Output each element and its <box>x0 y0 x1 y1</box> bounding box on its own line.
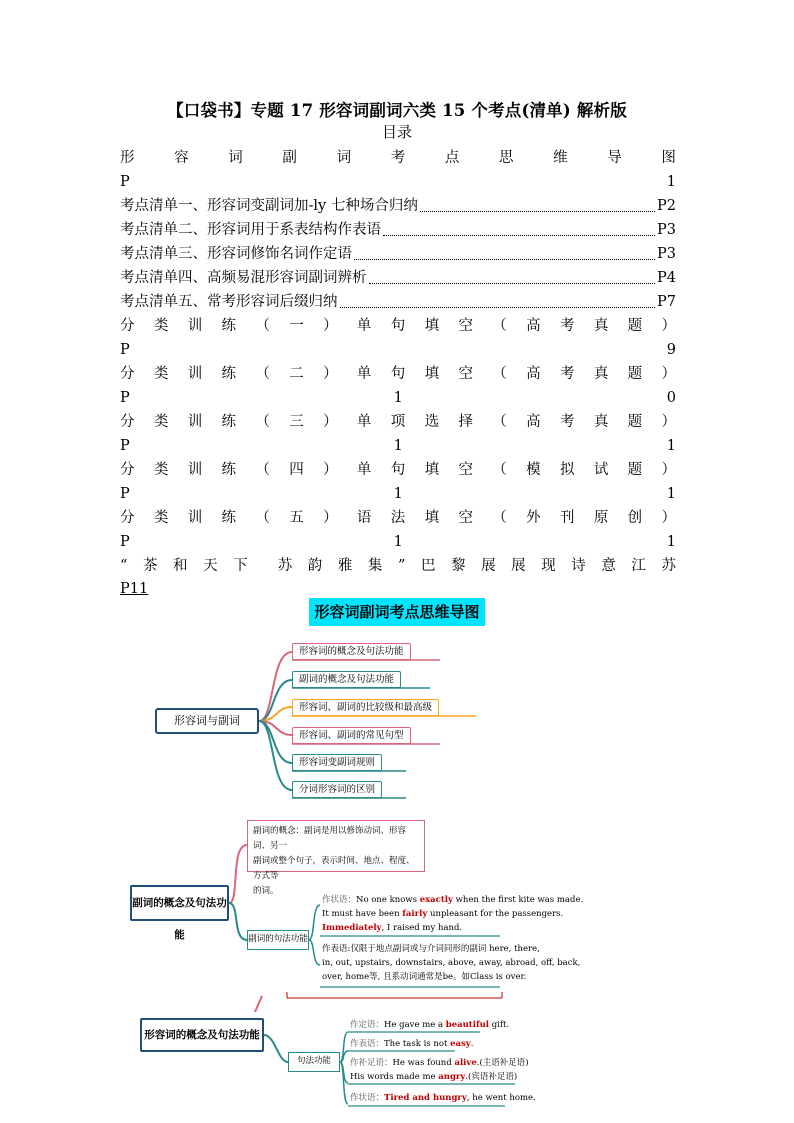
toc-char: 空 <box>458 510 473 526</box>
adjective-attributive-example: 作定语：He gave me a beautiful gift. <box>350 1020 510 1030</box>
toc-char: 句 <box>390 462 406 478</box>
toc-item[interactable] <box>120 218 676 242</box>
toc-char: 刊 <box>559 510 575 526</box>
toc-char: 填 <box>424 510 440 526</box>
toc-row-mindmap[interactable] <box>120 146 676 170</box>
adverb-root-node[interactable]: 副词的概念及句法功能 <box>130 885 229 921</box>
toc-char: 句 <box>390 366 406 382</box>
leaf-comparison[interactable]: 形容词、副词的比较级和最高级 <box>292 699 439 716</box>
toc-char: 二 <box>289 366 304 382</box>
toc-char: 分 <box>120 510 135 526</box>
toc-char: 现 <box>541 558 556 574</box>
toc-char: 训 <box>187 462 203 478</box>
toc-char: ） <box>323 510 338 526</box>
toc-char: 词 <box>336 150 352 166</box>
toc-page-digit: 1 <box>393 438 403 454</box>
toc-char: 创 <box>627 510 643 526</box>
toc-char: 题 <box>627 414 643 430</box>
toc-char: 训 <box>187 366 203 382</box>
toc-char: 填 <box>424 462 440 478</box>
adverb-func-node[interactable]: 副词的句法功能 <box>247 930 309 950</box>
toc-char: 题 <box>627 318 643 334</box>
toc-char: （ <box>492 462 507 478</box>
toc-row-train5-page <box>120 530 676 554</box>
toc-char: 点 <box>444 150 460 166</box>
toc-char: 单 <box>356 318 372 334</box>
toc-page-prefix: P <box>120 390 130 406</box>
toc-char: 考 <box>559 318 575 334</box>
concept-line: 的词。 <box>253 886 279 896</box>
toc-row-train1[interactable] <box>120 314 676 338</box>
toc-char: 天 <box>203 558 218 574</box>
toc-char: 高 <box>526 318 541 334</box>
toc-char: 苏 <box>661 558 676 574</box>
table-of-contents <box>120 146 676 600</box>
toc-char: （ <box>255 462 270 478</box>
toc-row-train4[interactable] <box>120 458 676 482</box>
toc-char: 考 <box>559 366 575 382</box>
toc-char: ） <box>661 462 676 478</box>
toc-char: （ <box>255 366 270 382</box>
toc-char: 茶 <box>142 558 158 574</box>
toc-char: 类 <box>153 462 169 478</box>
toc-char: 单 <box>356 414 372 430</box>
toc-char: 空 <box>458 462 473 478</box>
toc-char: 项 <box>390 414 406 430</box>
toc-char: 展 <box>481 558 496 574</box>
toc-char: 拟 <box>559 462 575 478</box>
toc-char: （ <box>255 414 270 430</box>
toc-item-page: P3 <box>657 246 676 262</box>
adverb-predicative-line: over, home等, 且系动词通常是be。如Class is over. <box>322 972 527 982</box>
toc-char: 雅 <box>337 558 353 574</box>
toc-char: 词 <box>228 150 243 166</box>
toc-char: 句 <box>390 318 406 334</box>
toc-char: 真 <box>593 366 609 382</box>
toc-char: 副 <box>282 150 297 166</box>
toc-char: 填 <box>424 366 440 382</box>
toc-leader-dots <box>420 211 655 212</box>
toc-heading: 目录 <box>381 123 412 141</box>
toc-char: 填 <box>424 318 440 334</box>
toc-char: 题 <box>627 366 643 382</box>
toc-char: 择 <box>458 414 473 430</box>
concept-line: 副词或整个句子，表示时间、地点、程度、方式等 <box>253 856 415 881</box>
toc-page-number: 1 <box>666 174 676 190</box>
toc-item[interactable] <box>120 194 676 218</box>
toc-char: 考 <box>559 414 575 430</box>
toc-char: 黎 <box>451 558 466 574</box>
toc-char: 四 <box>289 462 304 478</box>
toc-char: 类 <box>153 318 169 334</box>
toc-char: 模 <box>526 462 541 478</box>
toc-char: 题 <box>627 462 643 478</box>
adverb-predicative-line: 作表语:仅限于地点副词或与介词同形的副词 here, there, <box>322 944 540 954</box>
toc-page-digit: 1 <box>393 534 403 550</box>
toc-page-digit: 1 <box>666 438 676 454</box>
toc-char: 练 <box>221 510 237 526</box>
toc-char: 容 <box>174 150 189 166</box>
toc-char: （ <box>492 366 507 382</box>
toc-char: ） <box>661 366 676 382</box>
toc-char: 练 <box>221 462 237 478</box>
leaf-adv-concept[interactable]: 副词的概念及句法功能 <box>292 671 401 688</box>
toc-row-culture[interactable] <box>120 554 676 578</box>
toc-char: ） <box>323 414 338 430</box>
adverb-predicative-line: in, out, upstairs, downstairs, above, away, abroad, off, back, <box>322 958 581 968</box>
toc-row-train2[interactable] <box>120 362 676 386</box>
toc-page-digit: 0 <box>666 390 676 406</box>
toc-char: 分 <box>120 318 135 334</box>
toc-char: （ <box>492 414 507 430</box>
toc-char: 原 <box>593 510 609 526</box>
toc-char: 单 <box>356 366 372 382</box>
toc-row-train5[interactable] <box>120 506 676 530</box>
toc-page-digit: 1 <box>393 390 403 406</box>
toc-leader-dots <box>354 259 655 260</box>
toc-char: 类 <box>153 366 169 382</box>
adjective-adverbial-example: 作状语：Tired and hungry, he went home. <box>350 1093 536 1103</box>
leaf-sentence-patterns[interactable]: 形容词、副词的常见句型 <box>292 727 411 744</box>
toc-char: 训 <box>187 414 203 430</box>
toc-page-digit: 1 <box>666 486 676 502</box>
toc-char: 练 <box>221 414 237 430</box>
toc-item-page: P3 <box>657 222 676 238</box>
toc-item-label: 考点清单三、形容词修饰名词作定语 <box>120 246 352 262</box>
toc-char: 巴 <box>420 558 436 574</box>
toc-item-label: 考点清单四、高频易混形容词副词辨析 <box>120 270 367 286</box>
toc-leader-dots <box>340 307 656 308</box>
leaf-participle-adj[interactable]: 分词形容词的区别 <box>292 781 382 798</box>
toc-row-train2-page <box>120 386 676 410</box>
toc-char: ） <box>661 510 676 526</box>
toc-row-train1-page <box>120 338 676 362</box>
adjective-complement-example-1: 作补足语：He was found alive.(主语补足语) <box>350 1058 529 1068</box>
toc-char: 类 <box>153 414 169 430</box>
adjective-predicative-example: 作表语：The task is not easy. <box>350 1039 474 1049</box>
toc-char: 选 <box>424 414 440 430</box>
toc-item[interactable] <box>120 290 676 314</box>
toc-char: 和 <box>173 558 188 574</box>
toc-char: ） <box>323 318 338 334</box>
leaf-adj-to-adv-rules[interactable]: 形容词变副词规则 <box>292 754 382 771</box>
adverb-example-1: 作状语：No one knows exactly when the first kite was made. <box>322 895 584 905</box>
toc-char: 诗 <box>571 558 586 574</box>
toc-char: 真 <box>593 318 609 334</box>
toc-char: 分 <box>120 462 135 478</box>
concept-line: 副词的概念：副词是用以修饰动词、形容词、另一 <box>253 826 407 851</box>
toc-char: 试 <box>593 462 609 478</box>
leaf-adj-concept[interactable]: 形容词的概念及句法功能 <box>292 643 411 660</box>
toc-char: 空 <box>458 366 473 382</box>
toc-char: ） <box>323 462 338 478</box>
toc-char: 思 <box>498 150 514 166</box>
toc-char: 训 <box>187 510 203 526</box>
adverb-example-2: It must have been fairly unpleasant for the passengers. <box>322 909 564 919</box>
toc-page-digit: 9 <box>666 342 676 358</box>
toc-row-mindmap-page <box>120 170 676 194</box>
toc-row-culture-page <box>120 578 676 600</box>
toc-page-prefix: P <box>120 438 130 454</box>
toc-leader-dots <box>383 235 655 236</box>
toc-char: 考 <box>390 150 406 166</box>
adverb-example-3: Immediately, I raised my hand. <box>322 923 463 933</box>
toc-page-prefix: P <box>120 342 130 358</box>
adjective-root-node[interactable]: 形容词的概念及句法功能 <box>140 1018 264 1052</box>
toc-char: “ <box>120 558 128 574</box>
toc-char: 分 <box>120 414 135 430</box>
toc-char: ） <box>323 366 338 382</box>
toc-char: （ <box>255 318 270 334</box>
toc-char: 五 <box>289 510 304 526</box>
toc-row-train4-page <box>120 482 676 506</box>
toc-char: 分 <box>120 366 135 382</box>
toc-char: 一 <box>289 318 304 334</box>
toc-item-page: P4 <box>657 270 676 286</box>
toc-char: 下 <box>233 558 263 574</box>
toc-page-prefix: P <box>120 174 130 190</box>
toc-leader-dots <box>369 283 656 284</box>
toc-char: ） <box>661 414 676 430</box>
toc-char: 真 <box>593 414 609 430</box>
toc-char: 语 <box>356 510 372 526</box>
toc-page-number: P11 <box>120 581 149 597</box>
toc-char: ” <box>397 558 406 574</box>
toc-row-train3-page <box>120 434 676 458</box>
toc-char: 空 <box>458 318 473 334</box>
toc-item-page: P7 <box>657 294 676 310</box>
mindmap-root-node[interactable]: 形容词与副词 <box>155 708 259 734</box>
toc-page-prefix: P <box>120 534 130 550</box>
toc-page-prefix: P <box>120 486 130 502</box>
toc-char: 练 <box>221 366 237 382</box>
toc-char: 单 <box>356 462 372 478</box>
toc-char: 形 <box>120 150 135 166</box>
toc-char: 导 <box>607 150 622 166</box>
adjective-func-node[interactable]: 句法功能 <box>288 1052 340 1072</box>
toc-item-page: P2 <box>657 198 676 214</box>
toc-char: 苏 <box>277 558 293 574</box>
toc-page-digit: 1 <box>666 534 676 550</box>
toc-char: （ <box>492 318 507 334</box>
toc-item[interactable] <box>120 266 676 290</box>
toc-item-label: 考点清单五、常考形容词后缀归纳 <box>120 294 338 310</box>
toc-char: （ <box>492 510 507 526</box>
toc-char: 法 <box>390 510 406 526</box>
toc-item-label: 考点清单二、形容词用于系表结构作表语 <box>120 222 381 238</box>
document-title: 【口袋书】专题 17 形容词副词六类 15 个考点(清单) 解析版 <box>167 101 627 120</box>
toc-char: 三 <box>289 414 304 430</box>
toc-item-label: 考点清单一、形容词变副词加-ly 七种场合归纳 <box>120 198 418 214</box>
toc-char: 集 <box>367 558 383 574</box>
toc-page-digit: 1 <box>393 486 403 502</box>
adjective-complement-example-2: His words made me angry.(宾语补足语) <box>350 1072 518 1082</box>
mindmap-banner: 形容词副词考点思维导图 <box>309 598 485 626</box>
toc-char: 训 <box>187 318 203 334</box>
toc-char: ） <box>661 318 676 334</box>
toc-char: 外 <box>526 510 541 526</box>
toc-char: 类 <box>153 510 169 526</box>
toc-char: （ <box>255 510 270 526</box>
toc-char: 高 <box>526 366 541 382</box>
toc-char: 江 <box>631 558 646 574</box>
toc-char: 展 <box>511 558 526 574</box>
toc-char: 韵 <box>307 558 323 574</box>
toc-char: 高 <box>526 414 541 430</box>
adverb-concept-box <box>247 820 425 896</box>
toc-row-train3[interactable] <box>120 410 676 434</box>
toc-char: 维 <box>553 150 568 166</box>
toc-char: 练 <box>221 318 237 334</box>
toc-item[interactable] <box>120 242 676 266</box>
toc-char: 图 <box>661 150 676 166</box>
toc-char: 意 <box>601 558 616 574</box>
